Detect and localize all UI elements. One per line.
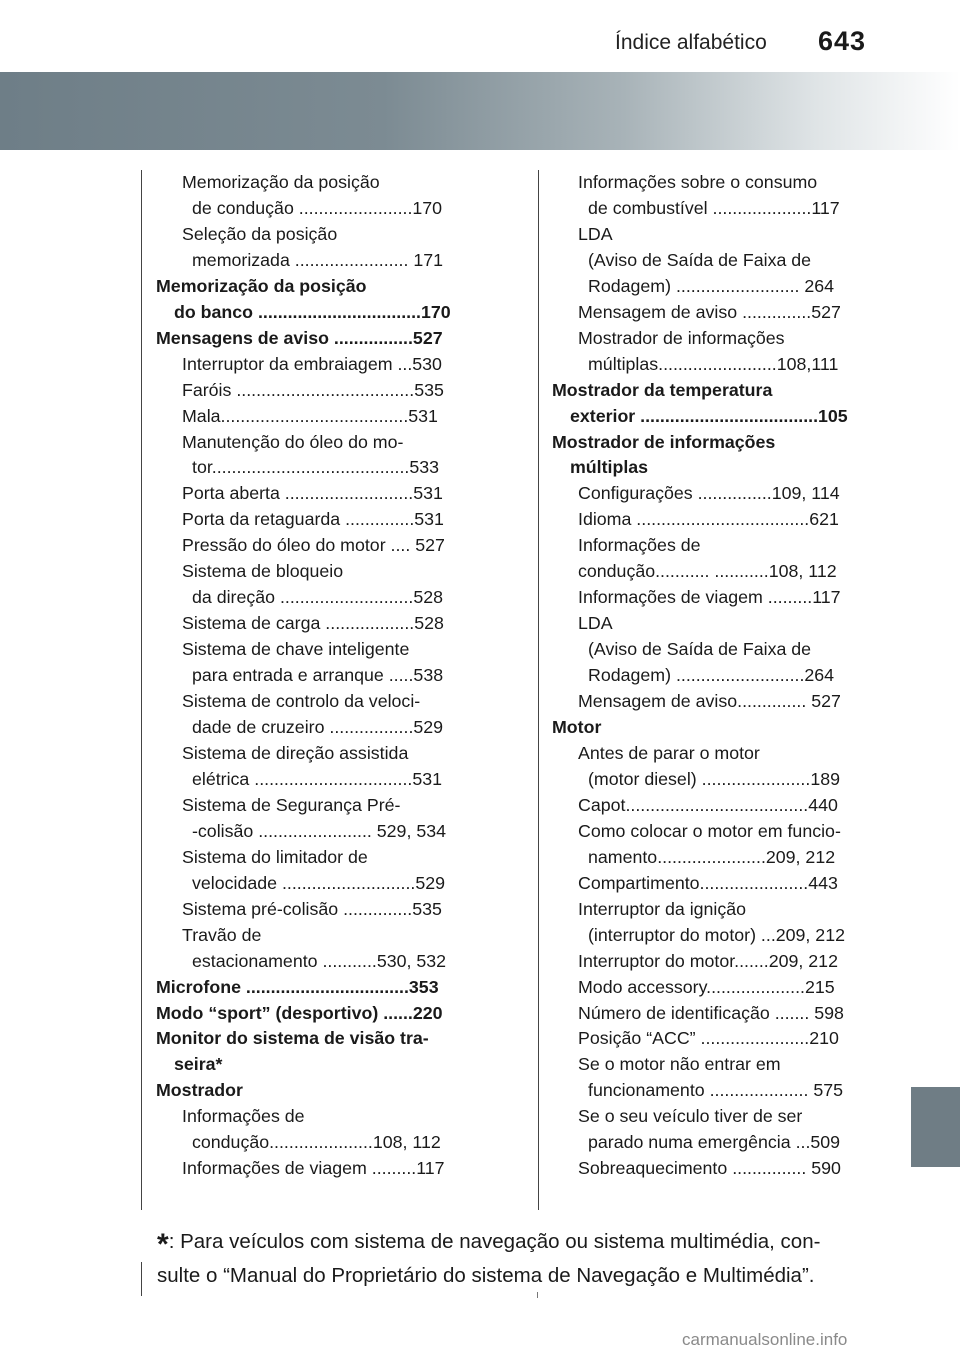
- footnote-star: *: [157, 1228, 169, 1261]
- index-heading: Mostrador: [156, 1080, 243, 1101]
- index-heading: Modo “sport” (desportivo) ......220: [156, 1002, 443, 1023]
- index-entry: Memorização da posição: [182, 172, 380, 192]
- index-entry: estacionamento ...........530, 532: [192, 950, 447, 971]
- index-entry: Como colocar o motor em funcio-: [578, 820, 841, 841]
- index-entry: Informações de viagem .........117: [182, 1158, 445, 1179]
- index-entry: Rodagem) ......................... 264: [588, 275, 835, 296]
- index-entry: Sistema de carga ..................528: [182, 613, 444, 634]
- index-entry: memorizada ....................... 171: [192, 249, 444, 270]
- index-entry: dade de cruzeiro .................529: [192, 717, 444, 738]
- index-entry: Mostrador de informações: [578, 327, 785, 348]
- watermark[interactable]: carmanualsonline.info: [682, 1330, 848, 1349]
- index-entry: -colisão ....................... 529, 534: [192, 820, 446, 841]
- index-heading: Memorização da posição: [156, 275, 367, 296]
- index-column-left: [156, 170, 468, 1182]
- print-mark: [537, 1292, 538, 1298]
- index-entry: de condução .......................170: [192, 197, 443, 218]
- index-entry: Sistema de Segurança Pré-: [182, 794, 401, 815]
- index-entry: Capot.....................................440: [578, 794, 838, 815]
- index-entry: (Aviso de Saída de Faixa de: [588, 639, 812, 660]
- index-entry: Se o motor não entrar em: [578, 1054, 781, 1075]
- footnote-line-1: : Para veículos com sistema de navegação ou sistema multimédia, con-: [168, 1230, 821, 1253]
- index-heading: Mensagens de aviso ................527: [156, 327, 443, 348]
- index-entry: funcionamento .................... 575: [588, 1080, 843, 1101]
- index-entry: Sistema de direção assistida: [182, 742, 409, 763]
- index-entry: Interruptor da ignição: [578, 898, 747, 919]
- index-entry: de combustível ....................117: [588, 197, 840, 218]
- index-entry: Sobreaquecimento ............... 590: [578, 1158, 841, 1179]
- index-entry: (interruptor do motor) ...209, 212: [588, 924, 845, 945]
- index-entry: Informações sobre o consumo: [578, 172, 818, 192]
- index-entry: Sistema do limitador de: [182, 846, 368, 867]
- index-entry: Porta da retaguarda ..............531: [182, 509, 444, 530]
- index-entry: Antes de parar o motor: [578, 742, 760, 763]
- index-heading: Microfone .................................353: [156, 976, 439, 997]
- index-entry: Travão de: [182, 924, 262, 945]
- index-entry: Mensagem de aviso ..............527: [578, 301, 841, 322]
- index-entry: Interruptor do motor.......209, 212: [578, 950, 838, 971]
- index-heading: Monitor do sistema de visão tra-: [156, 1028, 429, 1049]
- index-entry: Informações de viagem .........117: [578, 587, 841, 608]
- column-rule-middle: [538, 170, 539, 1210]
- index-heading: Motor: [552, 717, 602, 738]
- footnote: [157, 1226, 877, 1291]
- section-tab: [911, 1087, 960, 1167]
- footnote-rule: [141, 1262, 142, 1296]
- index-entry: tor........................................533: [192, 457, 440, 478]
- index-entry: Informações de: [578, 535, 701, 556]
- index-entry: para entrada e arranque .....538: [192, 665, 444, 686]
- footnote-line-2: sulte o “Manual do Proprietário do sistema de Navegação e Multimédia”.: [157, 1264, 815, 1287]
- index-entry: Seleção da posição: [182, 223, 338, 244]
- index-heading: Mostrador da temperatura: [552, 379, 773, 400]
- index-heading: do banco .................................170: [174, 301, 451, 322]
- index-entry: da direção ...........................528: [192, 587, 444, 608]
- index-entry: Sistema de bloqueio: [182, 561, 344, 582]
- index-entry: Sistema pré-colisão ..............535: [182, 898, 442, 919]
- index-entry: (motor diesel) ......................189: [588, 768, 840, 789]
- column-rule-left: [141, 170, 142, 1210]
- index-entry: condução.....................108, 112: [192, 1132, 441, 1153]
- index-entry: Idioma ...................................621: [578, 509, 839, 530]
- header-banner: [0, 72, 960, 150]
- index-entry: Se o seu veículo tiver de ser: [578, 1106, 803, 1127]
- index-entry: Mala......................................531: [182, 405, 438, 426]
- index-entry: Mensagem de aviso.............. 527: [578, 691, 841, 712]
- index-entry: Informações de: [182, 1106, 305, 1127]
- page-number: 643: [818, 26, 867, 56]
- index-entry: Sistema de chave inteligente: [182, 639, 410, 660]
- index-entry: Manutenção do óleo do mo-: [182, 431, 404, 452]
- index-entry: (Aviso de Saída de Faixa de: [588, 249, 812, 270]
- index-entry: Rodagem) ..........................264: [588, 665, 835, 686]
- index-entry: Pressão do óleo do motor .... 527: [182, 535, 445, 556]
- index-heading: múltiplas: [570, 457, 649, 478]
- index-entry: Compartimento......................443: [578, 872, 838, 893]
- index-heading: seira*: [174, 1054, 223, 1075]
- index-entry: velocidade ...........................529: [192, 872, 446, 893]
- index-entry: múltiplas........................108,111: [588, 353, 839, 374]
- index-entry: LDA: [578, 223, 613, 244]
- index-entry: elétrica ................................531: [192, 768, 443, 789]
- index-entry: Faróis ....................................535: [182, 379, 444, 400]
- index-entry: parado numa emergência ...509: [588, 1132, 841, 1153]
- index-heading: Mostrador de informações: [552, 431, 776, 452]
- index-entry: Modo accessory....................215: [578, 976, 835, 997]
- index-entry: LDA: [578, 613, 613, 634]
- index-entry: Número de identificação ....... 598: [578, 1002, 844, 1023]
- section-title: Índice alfabético: [615, 31, 767, 54]
- index-entry: Posição “ACC” ......................210: [578, 1028, 839, 1049]
- index-entry: Configurações ...............109, 114: [578, 483, 840, 504]
- index-entry: condução........... ...........108, 112: [578, 561, 837, 582]
- index-heading: exterior ....................................105: [570, 405, 848, 426]
- index-entry: Sistema de controlo da veloci-: [182, 691, 421, 712]
- index-entry: namento......................209, 212: [588, 846, 836, 867]
- index-column-right: [552, 170, 864, 1182]
- index-entry: Porta aberta ..........................531: [182, 483, 443, 504]
- index-entry: Interruptor da embraiagem ...530: [182, 353, 442, 374]
